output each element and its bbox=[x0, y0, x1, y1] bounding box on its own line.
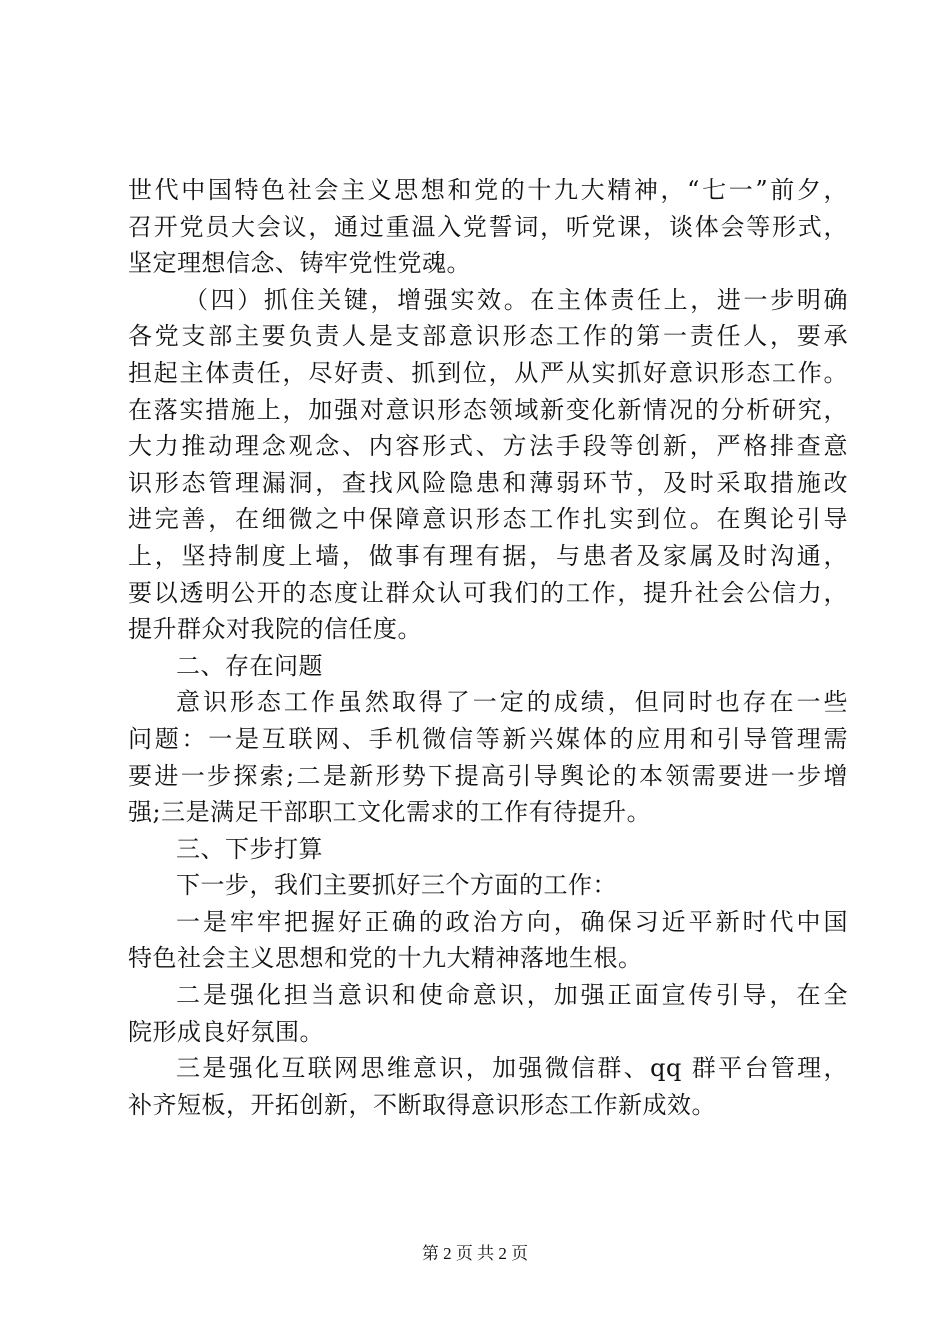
text-line: 院形成良好氛围。 bbox=[128, 1017, 324, 1046]
text-line: 识形态管理漏洞，查找风险隐患和薄弱环节，及时采取措施改 bbox=[128, 468, 848, 497]
text-line: 强;三是满足干部职工文化需求的工作有待提升。 bbox=[128, 798, 652, 827]
text-line: 在落实措施上，加强对意识形态领域新变化新情况的分析研究， bbox=[128, 395, 848, 424]
text-line: 问题：一是互联网、手机微信等新兴媒体的应用和引导管理需 bbox=[128, 724, 848, 753]
text-line: 二是强化担当意识和使命意识，加强正面宣传引导，在全 bbox=[176, 981, 848, 1010]
text-line: 召开党员大会议，通过重温入党誓词，听党课，谈体会等形式， bbox=[128, 212, 848, 241]
text-line: 提升群众对我院的信任度。 bbox=[128, 615, 422, 644]
section-heading: 二、存在问题 bbox=[176, 651, 323, 680]
text-line: 补齐短板，开拓创新，不断取得意识形态工作新成效。 bbox=[128, 1090, 716, 1119]
text-line: 进完善，在细微之中保障意识形态工作扎实到位。在舆论引导 bbox=[128, 505, 848, 534]
text-line: 世代中国特色社会主义思想和党的十九大精神，“七一”前夕， bbox=[128, 176, 848, 204]
text-line: 特色社会主义思想和党的十九大精神落地生根。 bbox=[128, 944, 643, 973]
text-line: 各党支部主要负责人是支部意识形态工作的第一责任人，要承 bbox=[128, 322, 848, 351]
text-line: 大力推动理念观念、内容形式、方法手段等创新，严格排查意 bbox=[128, 432, 848, 461]
page-number-label: 第 2 页 共 2 页 bbox=[421, 1244, 529, 1263]
text-line: 一是牢牢把握好正确的政治方向，确保习近平新时代中国 bbox=[176, 907, 848, 936]
text-line: 要进一步探索;二是新形势下提高引导舆论的本领需要进一步增 bbox=[128, 761, 848, 790]
text-line: 坚定理想信念、铸牢党性党魂。 bbox=[128, 249, 471, 278]
text-line: 上，坚持制度上墙，做事有理有据，与患者及家属及时沟通， bbox=[128, 541, 848, 570]
text-line: 担起主体责任，尽好责、抓到位，从严从实抓好意识形态工作。 bbox=[128, 358, 848, 387]
text-line: 三是强化互联网思维意识，加强微信群、qq 群平台管理， bbox=[176, 1054, 848, 1083]
text-line: 要以透明公开的态度让群众认可我们的工作，提升社会公信力， bbox=[128, 578, 848, 607]
page-footer bbox=[0, 1242, 950, 1266]
document-body bbox=[128, 172, 848, 1123]
text-line: 下一步，我们主要抓好三个方面的工作： bbox=[176, 871, 617, 900]
section-heading: 三、下步打算 bbox=[176, 834, 323, 863]
paragraph-heading-line: （四）抓住关键，增强实效。在主体责任上，进一步明确 bbox=[184, 285, 848, 314]
text-line: 意识形态工作虽然取得了一定的成绩，但同时也存在一些 bbox=[176, 688, 848, 717]
